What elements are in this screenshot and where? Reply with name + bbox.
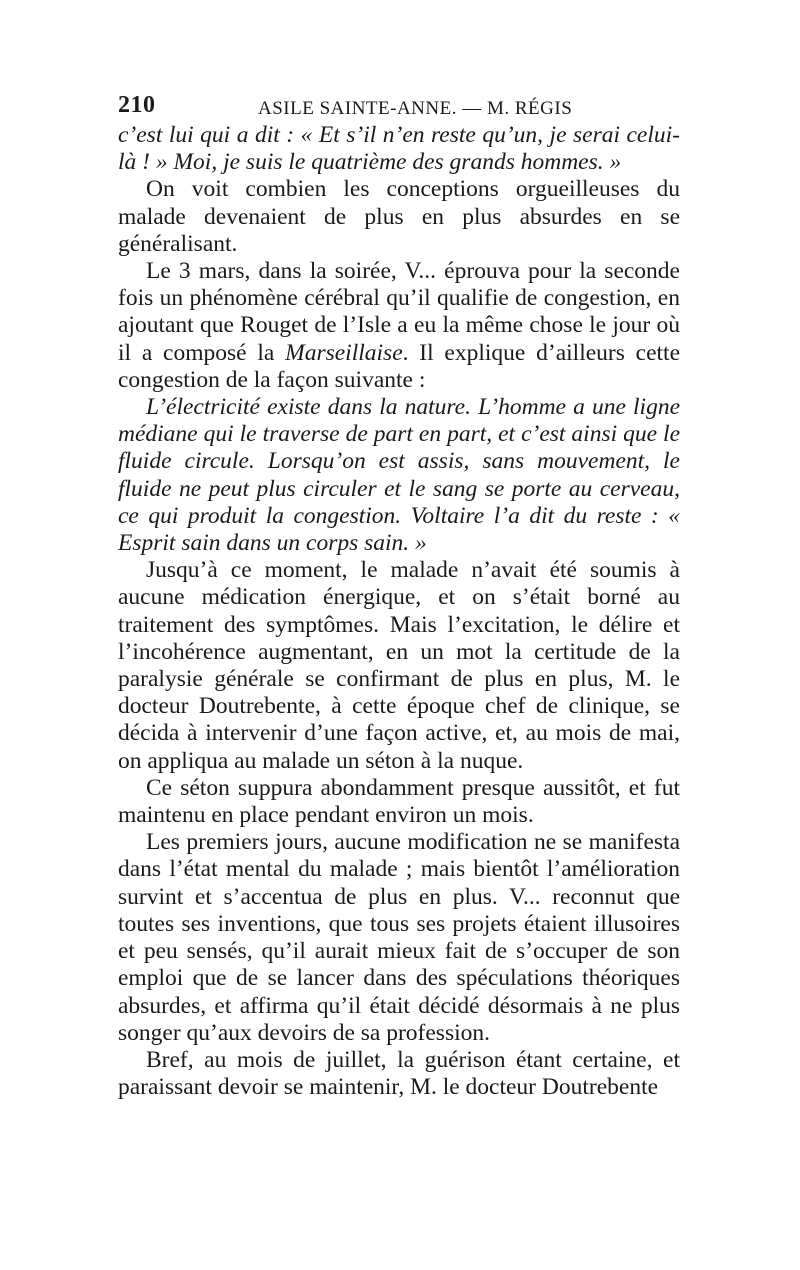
paragraph: Ce séton suppura abondamment presque aussitôt, et fut maintenu en place pendant environ un mois.	[118, 774, 680, 829]
page-header	[118, 92, 678, 126]
paragraph-congestion	[118, 258, 680, 394]
page-body	[118, 122, 680, 1101]
page-number: 210	[118, 92, 156, 118]
paragraph: Les premiers jours, aucune modification ne se manifesta dans l’état mental du malade ; mais bientôt l’amélioration survint et s’accentua de plus en plus. V... reconnut que toutes ses inventions, que tous ses projets étaient illusoires et peu sensés, qu’il aurait mieux fait de s’occuper de son emploi que de se lancer dans des spéculations théoriques absurdes, et affirma qu’il était décidé désormais à ne plus songer qu’aux devoirs de sa profession.	[118, 829, 680, 1046]
running-title: ASILE SAINTE-ANNE. — M. RÉGIS	[258, 98, 573, 119]
paragraph: Bref, au mois de juillet, la guérison étant certaine, et paraissant devoir se maintenir, M. le docteur Doutrebente	[118, 1046, 680, 1101]
paragraph-text: . Il explique d’ailleurs cette congestion de la façon suivante :	[118, 339, 681, 393]
paragraph-text: Le 3 mars, dans la soirée, V... éprouva pour la seconde fois un phénomène cérébral qu’il qualifie de congestion, en ajoutant que Rouget de l’Isle a eu la même chose le jour où il a composé la	[118, 258, 680, 366]
patient-quote: L’électricité existe dans la nature. L’homme a une ligne médiane qui le traverse de part en part, et c’est ainsi que le fluide circule. Lorsqu’on est assis, sans mouvement, le fluide ne peut plus circuler et le sang se porte au cerveau, ce qui produit la congestion. Voltaire l’a dit du reste : « Esprit sain dans un corps sain. »	[118, 394, 680, 557]
paragraph-quote-continuation: c’est lui qui a dit : « Et s’il n’en reste qu’un, je serai celui-là ! » Moi, je suis le quatrième des grands hommes. »	[118, 122, 680, 176]
song-title: Marseillaise	[285, 339, 403, 366]
paragraph: On voit combien les conceptions orgueilleuses du malade devenaient de plus en plus absurdes en se généralisant.	[118, 176, 680, 257]
paragraph: Jusqu’à ce moment, le malade n’avait été soumis à aucune médication énergique, et on s’était borné au traitement des symptômes. Mais l’excitation, le délire et l’incohérence augmentant, en un mot la certitude de la paralysie générale se confirmant de plus en plus, M. le docteur Doutrebente, à cette époque chef de clinique, se décida à intervenir d’une façon active, et, au mois de mai, on appliqua au malade un séton à la nuque.	[118, 557, 680, 774]
